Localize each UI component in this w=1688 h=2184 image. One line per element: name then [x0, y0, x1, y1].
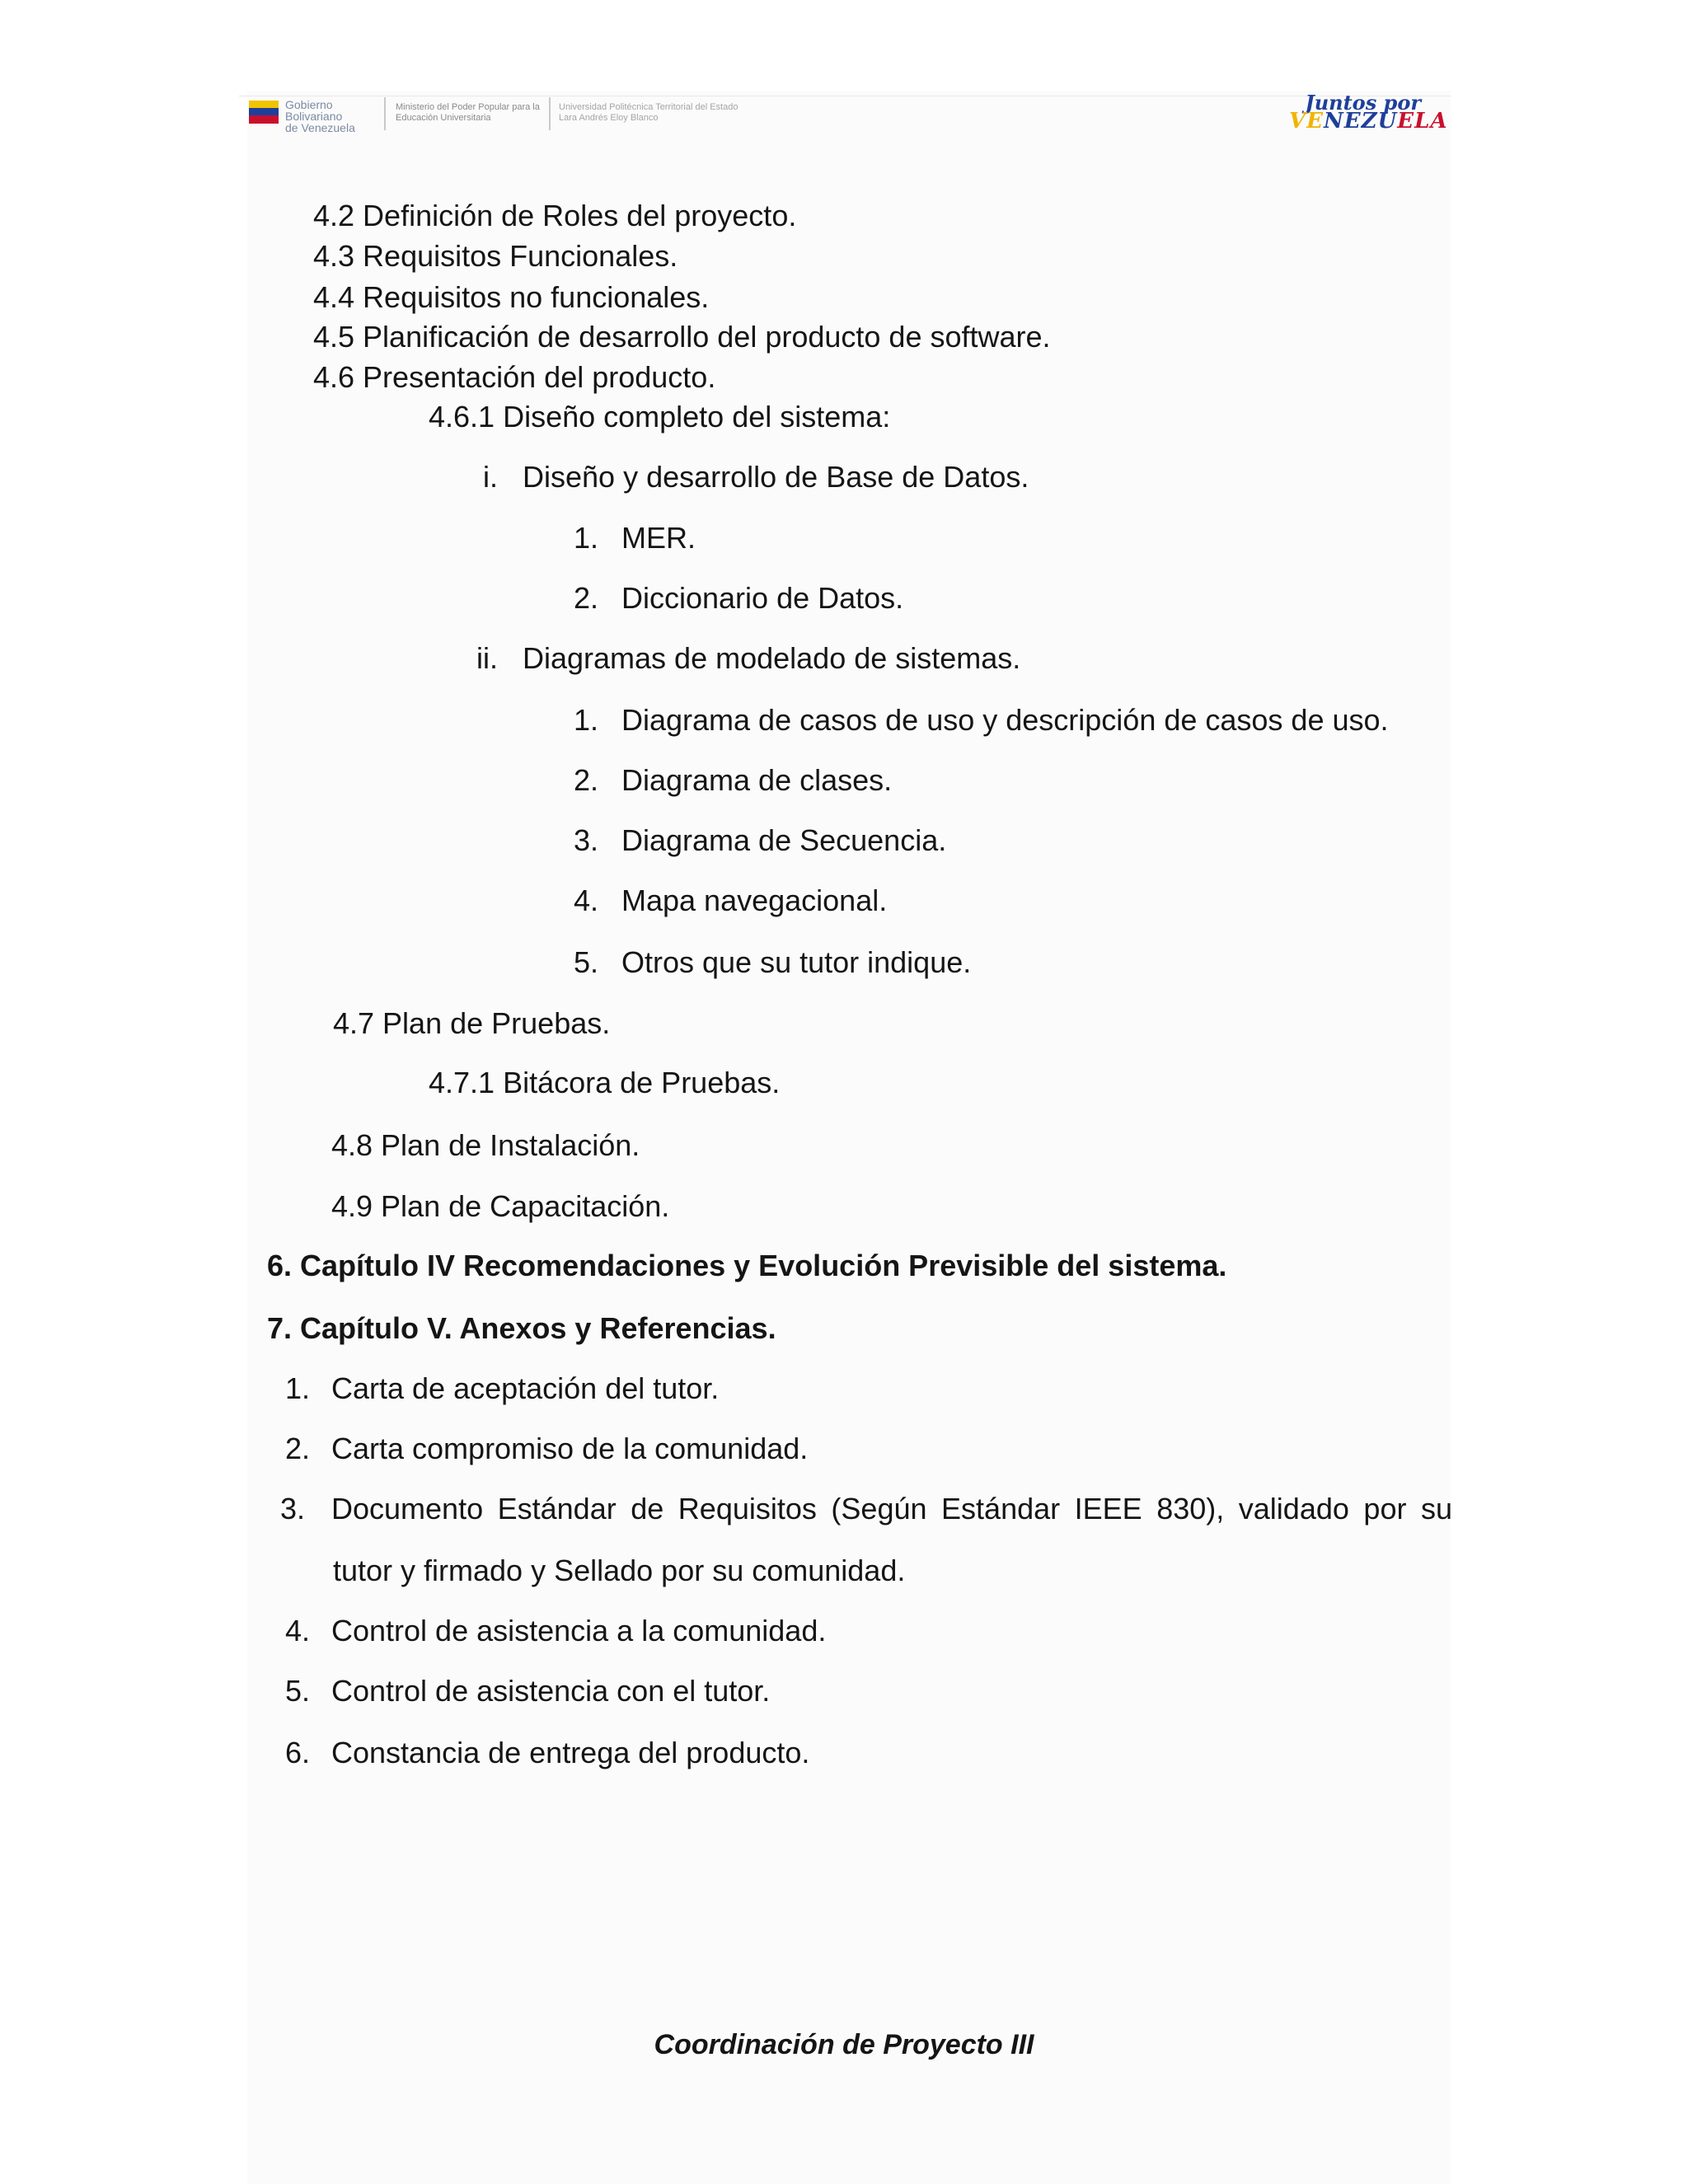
juntos-por-venezuela-logo: Juntos por VENEZUELA — [1289, 91, 1448, 134]
toc-item-4-3: 4.3 Requisitos Funcionales. — [313, 239, 678, 273]
chapter-heading-7: 7. Capítulo V. Anexos y Referencias. — [267, 1311, 776, 1345]
toc-item-4-6: 4.6 Presentación del producto. — [313, 360, 716, 394]
annex-item: 2. Carta compromiso de la comunidad. — [284, 1432, 809, 1465]
list-item: 4. Mapa navegacional. — [573, 883, 888, 917]
annex-item-marker: 3. — [280, 1492, 306, 1526]
list-marker: i. — [483, 460, 498, 494]
list-item: 5. Otros que su tutor indique. — [573, 945, 972, 979]
toc-item-4-7: 4.7 Plan de Pruebas. — [333, 1006, 611, 1040]
list-item: 2. Diccionario de Datos. — [573, 581, 904, 615]
list-item: 1. MER. — [573, 521, 696, 555]
list-item: 2. Diagrama de clases. — [573, 763, 893, 797]
toc-item-4-4: 4.4 Requisitos no funcionales. — [313, 280, 710, 314]
list-item: 3. Diagrama de Secuencia. — [573, 823, 947, 857]
toc-item-4-9: 4.9 Plan de Capacitación. — [331, 1189, 670, 1223]
toc-roman-i: i. Diseño y desarrollo de Base de Datos. — [462, 459, 1029, 495]
annex-item-continuation: tutor y firmado y Sellado por su comunidad. — [333, 1554, 906, 1587]
page-footer: Coordinación de Proyecto III — [654, 2029, 1034, 2060]
annex-item: 6. Constancia de entrega del producto. — [284, 1736, 810, 1769]
annex-item: 4. Control de asistencia a la comunidad. — [284, 1614, 827, 1647]
toc-item-4-6-1: 4.6.1 Diseño completo del sistema: — [429, 400, 891, 434]
chapter-heading-6: 6. Capítulo IV Recomendaciones y Evolución Previsible del sistema. — [267, 1249, 1227, 1282]
ministry-label: Ministerio del Poder Popular para la Educación Universitaria — [396, 102, 540, 123]
toc-roman-ii: ii. Diagramas de modelado de sistemas. — [462, 640, 1020, 677]
toc-item-4-2: 4.2 Definición de Roles del proyecto. — [313, 199, 797, 232]
venezuela-flag-icon — [249, 101, 279, 124]
document-header — [239, 92, 1451, 142]
toc-item-4-8: 4.8 Plan de Instalación. — [331, 1128, 640, 1162]
annex-item: 1. Carta de aceptación del tutor. — [284, 1371, 720, 1405]
annex-item: 5. Control de asistencia con el tutor. — [284, 1674, 771, 1708]
toc-item-4-5: 4.5 Planificación de desarrollo del producto de software. — [313, 320, 1051, 354]
header-separator — [384, 97, 386, 130]
government-logo-text: Gobierno Bolivariano de Venezuela — [285, 98, 355, 134]
list-item: 1. Diagrama de casos de uso y descripción de casos de uso. — [573, 703, 1389, 737]
header-separator — [549, 97, 551, 130]
list-marker: ii. — [476, 641, 498, 675]
university-label: Universidad Politécnica Territorial del Estado Lara Andrés Eloy Blanco — [559, 102, 738, 123]
annex-item-text: Documento Estándar de Requisitos (Según Estándar IEEE 830), validado por su — [331, 1492, 1452, 1526]
toc-item-4-7-1: 4.7.1 Bitácora de Pruebas. — [429, 1066, 781, 1099]
